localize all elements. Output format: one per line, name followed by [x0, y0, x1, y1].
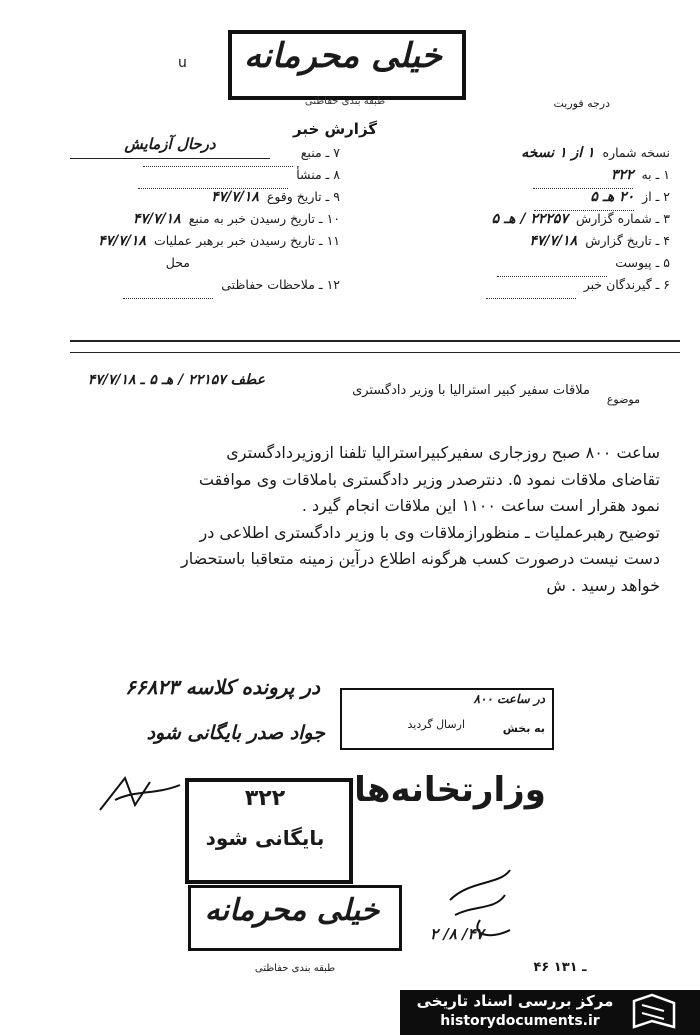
handwritten-archive-note: جواد صدر بایگانی شود	[146, 722, 325, 744]
classification-stamp-bottom-text: خیلی محرمانه	[204, 893, 380, 928]
field-label: ۱ ـ به	[641, 167, 670, 182]
signature-left	[95, 770, 185, 820]
field-value: ۴۷/۷/۱۸	[529, 233, 578, 249]
subject-reference: عطف ۲۲۱۵۷ / هـ ۵ ـ ۴۷/۷/۱۸	[87, 372, 265, 388]
form-code: ۴۶ ـ ۱۳۱	[533, 960, 587, 975]
field-value: ۲۲۲۵۷ / هـ ۵	[491, 211, 568, 227]
field-copy-number	[370, 145, 670, 167]
subject-label: موضوع	[606, 393, 640, 406]
field-label: ۶ ـ گیرندگان خبر	[583, 277, 670, 292]
field-label: ۴ ـ تاریخ گزارش	[585, 233, 670, 248]
report-title: گزارش خبر	[292, 120, 378, 138]
field-label: ۱۲ ـ ملاحظات حفاظتی	[221, 277, 340, 292]
archive-logo-icon	[630, 993, 678, 1031]
field-value: ۳۲۲	[533, 167, 633, 189]
field-label: ۲ ـ از	[642, 189, 670, 204]
field-recipients	[370, 277, 670, 299]
field-label: ۱۰ ـ تاریخ رسیدن خبر به منبع	[188, 211, 340, 226]
field-value	[123, 277, 213, 299]
left-fields	[30, 145, 340, 299]
field-label: ۱۱ ـ تاریخ رسیدن خبر برهبر عملیات	[153, 233, 340, 248]
field-label: ۹ ـ تاریخ وقوع	[266, 189, 340, 204]
archive-stamp-number: ۳۲۲	[244, 786, 286, 811]
field-value: ۱ از ۱ نسخه	[521, 145, 595, 161]
field-label: ۵ ـ پیوست	[615, 255, 670, 270]
field-attachment	[370, 255, 670, 277]
field-value: ۴۷/۷/۱۸	[211, 189, 259, 205]
date-stamp-sent: ارسال گردید	[407, 718, 465, 731]
field-origin	[30, 167, 340, 189]
classification-caption-top: طبقه بندی حفاظتی	[304, 96, 386, 107]
field-received-by-source	[30, 211, 340, 233]
corner-mark: u	[178, 55, 187, 71]
field-source	[30, 145, 340, 167]
field-value: ۴۷/۷/۱۸	[98, 233, 146, 249]
field-to	[370, 167, 670, 189]
right-fields	[370, 145, 670, 299]
field-value: ۲۰ هـ ۵	[534, 189, 634, 211]
field-place	[30, 255, 340, 277]
field-report-number	[370, 211, 670, 233]
field-from	[370, 189, 670, 211]
signature-date: ۲ /۸ /۴۷	[430, 925, 484, 943]
classification-caption-bottom: طبقه بندی حفاظتی	[254, 963, 336, 974]
footer-title: مرکز بررسی اسناد تاریخی	[416, 992, 614, 1010]
field-occurrence-date	[30, 189, 340, 211]
date-stamp-department: به بخش	[502, 722, 545, 735]
report-body	[140, 440, 660, 599]
form-separator-1	[70, 340, 680, 342]
field-label: ۸ ـ منشأ	[296, 167, 340, 182]
body-line: دست نیست درصورت کسب هرگونه اطلاع درآین زمینه متعاقبا باستحضار	[181, 549, 660, 568]
field-value: ۴۷/۷/۱۸	[132, 211, 181, 227]
priority-label: درجه فوریت	[553, 97, 610, 110]
date-stamp-time: در ساعت ۸۰۰	[473, 692, 545, 706]
field-label: نسخه شماره	[602, 145, 670, 160]
field-value	[143, 145, 293, 167]
ministry-stamp: وزارتخانه‌ها	[354, 770, 546, 810]
subject-text: ملاقات سفیر کبیر استرالیا با وزیر دادگستری	[352, 383, 590, 398]
archive-stamp-text: بایگانی شود	[205, 826, 325, 850]
body-line: توضیح رهبرعملیات ـ منظورازملاقات وی با وزیر دادگستری اطلاعی در	[199, 522, 660, 542]
footer-url[interactable]: historydocuments.ir	[440, 1013, 600, 1029]
field-security-notes	[30, 277, 340, 299]
field-label: ۳ ـ شماره گزارش	[575, 211, 670, 226]
body-line: تقاضای ملاقات نمود ۵. دنترصدر وزیر دادگستری باملاقات وی موافقت	[198, 469, 660, 489]
body-line: ساعت ۸۰۰ صبح روزجاری سفیرکبیراسترالیا تلفنا ازوزیردادگستری	[226, 443, 660, 462]
classification-stamp-top-text: خیلی محرمانه	[244, 36, 442, 76]
form-separator-2	[70, 352, 680, 353]
handwritten-file-note: در پرونده کلاسه ۶۶۸۲۳	[125, 675, 320, 699]
field-label: ۷ ـ منبع	[300, 145, 340, 160]
field-value	[497, 255, 607, 277]
field-value	[486, 277, 576, 299]
body-line: نمود هقرار است ساعت ۱۱۰۰ این ملاقات انجام گیرد .	[301, 496, 660, 515]
field-report-date	[370, 233, 670, 255]
status-handwritten: درحال آزمایش	[124, 135, 216, 153]
body-line: خواهد رسید . ش	[546, 575, 660, 595]
field-received-by-handler	[30, 233, 340, 255]
field-label: محل	[165, 255, 190, 270]
field-value	[138, 167, 288, 189]
